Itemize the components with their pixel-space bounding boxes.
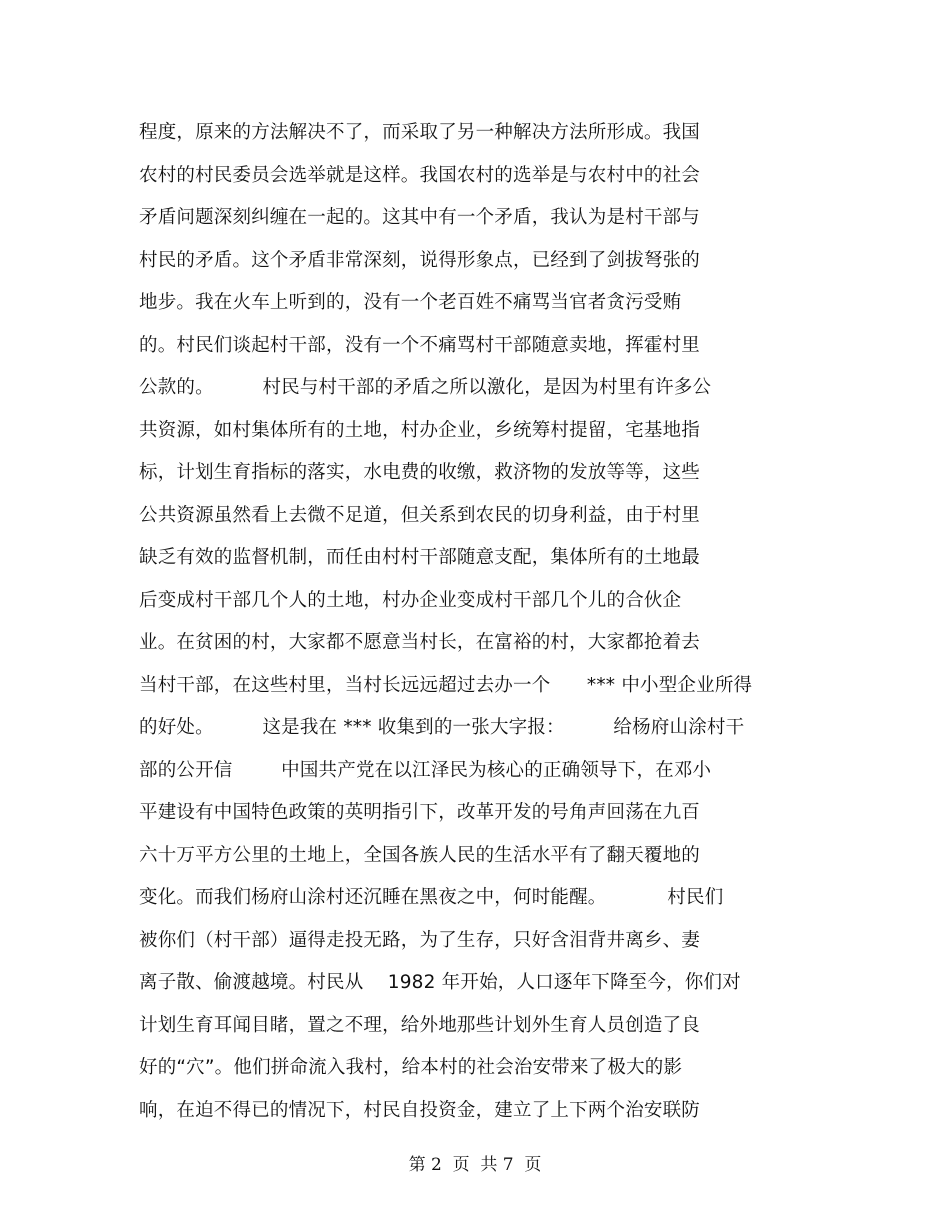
text-line: 地步。我在火车上听到的，没有一个老百姓不痛骂当官者贪污受贿 <box>139 292 682 313</box>
text-line: 村民的矛盾。这个矛盾非常深刻，说得形象点，已经到了剑拔弩张的 <box>139 249 701 271</box>
text-line: 公款的。 村民与村干部的矛盾之所以激化，是因为村里有许多公 <box>139 377 712 398</box>
text-line: 六十万平方公里的土地上，全国各族人民的生活水平有了翻天覆地的 <box>139 844 701 866</box>
text-line: 程度，原来的方法解决不了，而采取了另一种解决方法所形成。我国 <box>139 122 701 143</box>
text-line: 标，计划生育指标的落实，水电费的收缴，救济物的发放等等，这些 <box>139 462 701 483</box>
text-line: 农村的村民委员会选举就是这样。我国农村的选举是与农村中的社会 <box>139 164 701 186</box>
text-line: 矛盾问题深刻纠缠在一起的。这其中有一个矛盾，我认为是村干部与 <box>139 207 701 228</box>
text-line: 好的“穴”。他们拼命流入我村，给本村的社会治安带来了极大的影 <box>139 1057 683 1078</box>
text-line: 平建设有中国特色政策的英明指引下，改革开发的号角声回荡在九百 <box>139 802 701 823</box>
text-line: 公共资源虽然看上去微不足道，但关系到农民的切身利益，由于村里 <box>139 504 701 526</box>
body-text <box>139 112 819 1132</box>
text-line: 计划生育耳闻目睹，置之不理，给外地那些计划外生育人员创造了良 <box>139 1014 701 1036</box>
page-number-footer: 第 2 页 共 7 页 <box>408 1155 542 1175</box>
text-line: 部的公开信 中国共产党在以江泽民为核心的正确领导下，在邓小 <box>139 759 712 781</box>
text-line: 当村干部，在这些村里，当村长远远超过去办一个 *** 中小型企业所得 <box>139 674 753 696</box>
text-line: 的。村民们谈起村干部，没有一个不痛骂村干部随意卖地，挥霍村里 <box>139 334 701 356</box>
text-line: 缺乏有效的监督机制，而任由村村干部随意支配，集体所有的土地最 <box>139 547 701 568</box>
text-line: 后变成村干部几个人的土地，村办企业变成村干部几个儿的合伙企 <box>139 589 682 611</box>
text-line: 离子散、偷渡越境。村民从 1982 年开始，人口逐年下降至今，你们对 <box>139 972 741 993</box>
text-line: 业。在贫困的村，大家都不愿意当村长，在富裕的村，大家都抢着去 <box>139 632 701 653</box>
text-line: 被你们（村干部）逼得走投无路，为了生存，只好含泪背井离乡、妻 <box>139 929 701 951</box>
text-line: 共资源，如村集体所有的土地，村办企业，乡统筹村提留，宅基地指 <box>139 419 701 441</box>
text-line: 响，在迫不得已的情况下，村民自投资金，建立了上下两个治安联防 <box>139 1099 701 1121</box>
text-line: 变化。而我们杨府山涂村还沉睡在黑夜之中，何时能醒。 村民们 <box>139 887 724 908</box>
text-line: 的好处。 这是我在 *** 收集到的一张大字报： 给杨府山涂村干 <box>139 717 745 738</box>
